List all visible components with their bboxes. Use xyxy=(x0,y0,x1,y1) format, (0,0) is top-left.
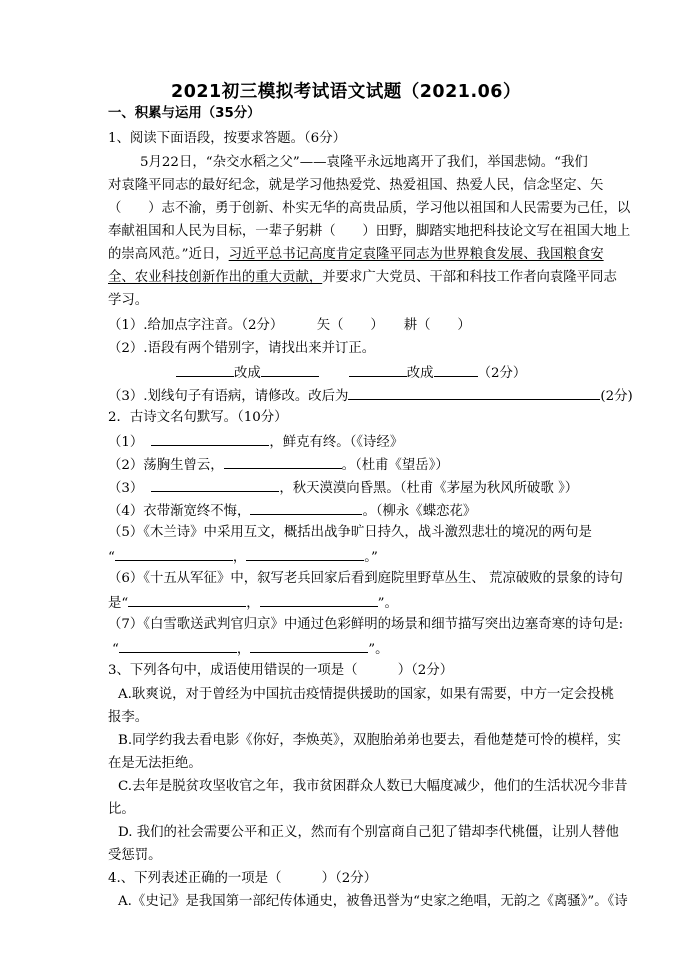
q2-text: ， xyxy=(236,642,251,657)
change-label: 改成 xyxy=(234,366,261,381)
q1-paragraph-text: 并要求广大党员、干部和科技工作者向袁隆平同志 xyxy=(322,270,617,285)
q2-line xyxy=(108,593,398,613)
q2-text: （3） xyxy=(108,481,144,496)
answer-blank[interactable] xyxy=(250,639,368,653)
q2-line xyxy=(108,455,449,475)
change-label: 改成 xyxy=(406,366,434,381)
q1-paragraph-line xyxy=(108,269,617,287)
answer-blank[interactable] xyxy=(260,593,378,607)
q2-line: （7）《白雪歌送武判官归京》中通过色彩鲜明的场景和细节描写突出边塞奇寒的诗句是: xyxy=(108,617,624,632)
q3-option-c: C.去年是脱贫攻坚收官之年，我市贫困群众人数已大幅度减少，他们的生活状况今非昔 xyxy=(118,779,628,794)
q3-option-b: B.同学约我去看电影《你好，李焕英》，双胞胎弟弟也要去，看他楚楚可怜的模样，实 xyxy=(118,733,621,748)
q1-stem: 1、阅读下面语段，按要求答题。（6分） xyxy=(108,131,346,146)
q3-option-b-cont: 在是无法拒绝。 xyxy=(108,756,202,771)
answer-blank[interactable] xyxy=(115,547,233,561)
q2-text: 。（杜甫《望岳》） xyxy=(341,458,449,473)
q2-line: （6）《十五从军征》中，叙写老兵回家后看到庭院里野草丛生、 荒凉破败的景象的诗句 xyxy=(108,571,623,586)
q2-text: （1） xyxy=(108,435,144,450)
q1-sub2: （2）.语段有两个错别字，请找出来并订正。 xyxy=(108,341,376,356)
page-title: 2021初三模拟考试语文试题（2021.06） xyxy=(171,82,521,102)
q1-sub3-text: （3）.划线句子有语病，请修改。改后为 xyxy=(108,389,349,404)
q2-text: “ xyxy=(112,642,119,657)
q2-line xyxy=(112,639,389,659)
q2-text: ”。 xyxy=(368,642,389,657)
q2-text: 。” xyxy=(364,550,378,565)
answer-blank[interactable] xyxy=(119,639,237,653)
q2-text: ，秋天漠漠向昏黑。（杜甫《茅屋为秋风所破歌 》） xyxy=(279,481,579,496)
answer-blank[interactable] xyxy=(151,432,269,446)
q2-text: ， xyxy=(246,596,260,611)
q3-option-d-cont: 受惩罚。 xyxy=(108,848,162,863)
score-label: （2分） xyxy=(477,366,527,381)
q2-text: （2）荡胸生曾云， xyxy=(108,458,224,473)
q2-text: （4）衣带渐宽终不悔， xyxy=(108,504,251,519)
q1-paragraph-line: 学习。 xyxy=(108,293,149,308)
answer-blank[interactable] xyxy=(261,363,319,377)
answer-blank[interactable] xyxy=(128,593,246,607)
answer-blank[interactable] xyxy=(250,501,362,515)
q2-text: “ xyxy=(108,550,115,565)
q2-line xyxy=(108,501,476,521)
q2-text: 是“ xyxy=(108,596,129,611)
q1-paragraph-line: （ ）志不渝，勇于创新、朴实无华的高贵品质，学习他以祖国和人民需要为己任，以 xyxy=(108,201,631,216)
answer-blank[interactable] xyxy=(176,363,234,377)
q2-text: ，鲜克有终。（《诗经》 xyxy=(269,435,404,450)
q2-line xyxy=(108,478,578,498)
q2-line: （5）《木兰诗》中采用互文，概括出战争旷日持久，战斗激烈悲壮的境况的两句是 xyxy=(108,525,592,540)
q1-sub2-answer-line xyxy=(176,363,526,383)
q1-sub3 xyxy=(108,386,633,406)
q4-option-a: A.《史记》是我国第一部纪传体通史，被鲁迅誉为“史家之绝唱，无韵之《离骚》”。《诗 xyxy=(118,894,628,909)
q2-stem: 2．古诗文名句默写。（10分） xyxy=(108,410,288,425)
answer-blank[interactable] xyxy=(434,363,478,377)
q2-text: ， xyxy=(232,550,247,565)
q1-paragraph-line: 奉献祖国和人民为目标，一辈子躬耕（ ）田野，脚踏实地把科技论文写在祖国大地上 xyxy=(108,224,631,239)
section-heading: 一、积累与运用（35分） xyxy=(108,106,261,121)
underlined-sentence: 全、农业科技创新作出的重大贡献， xyxy=(108,270,323,285)
q3-option-a-cont: 报李。 xyxy=(108,710,149,725)
q3-stem: 3、下列各句中，成语使用错误的一项是（ ）（2分） xyxy=(108,663,454,678)
answer-blank[interactable] xyxy=(348,386,600,400)
q2-text: 。（柳永《蝶恋花》 xyxy=(362,504,477,519)
q3-option-d: D. 我们的社会需要公平和正义，然而有个别富商自己犯了错却李代桃僵，让别人替他 xyxy=(118,825,619,840)
q3-option-c-cont: 比。 xyxy=(108,802,135,817)
q3-option-a: A.耿爽说，对于曾经为中国抗击疫情提供援助的国家，如果有需要，中方一定会投桃 xyxy=(118,687,614,702)
q2-line xyxy=(108,547,378,567)
q4-stem: 4.、下列表述正确的一项是（ ）（2分） xyxy=(108,871,378,886)
answer-blank[interactable] xyxy=(246,547,364,561)
answer-blank[interactable] xyxy=(224,455,342,469)
q2-text: ”。 xyxy=(377,596,398,611)
answer-blank[interactable] xyxy=(151,478,279,492)
score-label: (2分) xyxy=(600,389,633,404)
q1-paragraph-line: 对袁隆平同志的最好纪念，就是学习他热爱党、热爱祖国、热爱人民，信念坚定、矢 xyxy=(108,178,604,193)
q1-paragraph-line: 5月22日，“杂交水稻之父”——袁隆平永远地离开了我们，举国悲恸。“我们 xyxy=(140,155,588,170)
q1-paragraph-line xyxy=(108,246,604,264)
q1-sub1: （1）.给加点字注音。（2分） 矢（ ） 耕（ ） xyxy=(108,318,471,333)
answer-blank[interactable] xyxy=(349,363,407,377)
q2-line xyxy=(108,432,403,452)
underlined-sentence: 习近平总书记高度肯定袁隆平同志为世界粮食发展、我国粮食安 xyxy=(228,247,604,262)
q1-paragraph-text: 的崇高风范。”近日， xyxy=(108,247,229,262)
